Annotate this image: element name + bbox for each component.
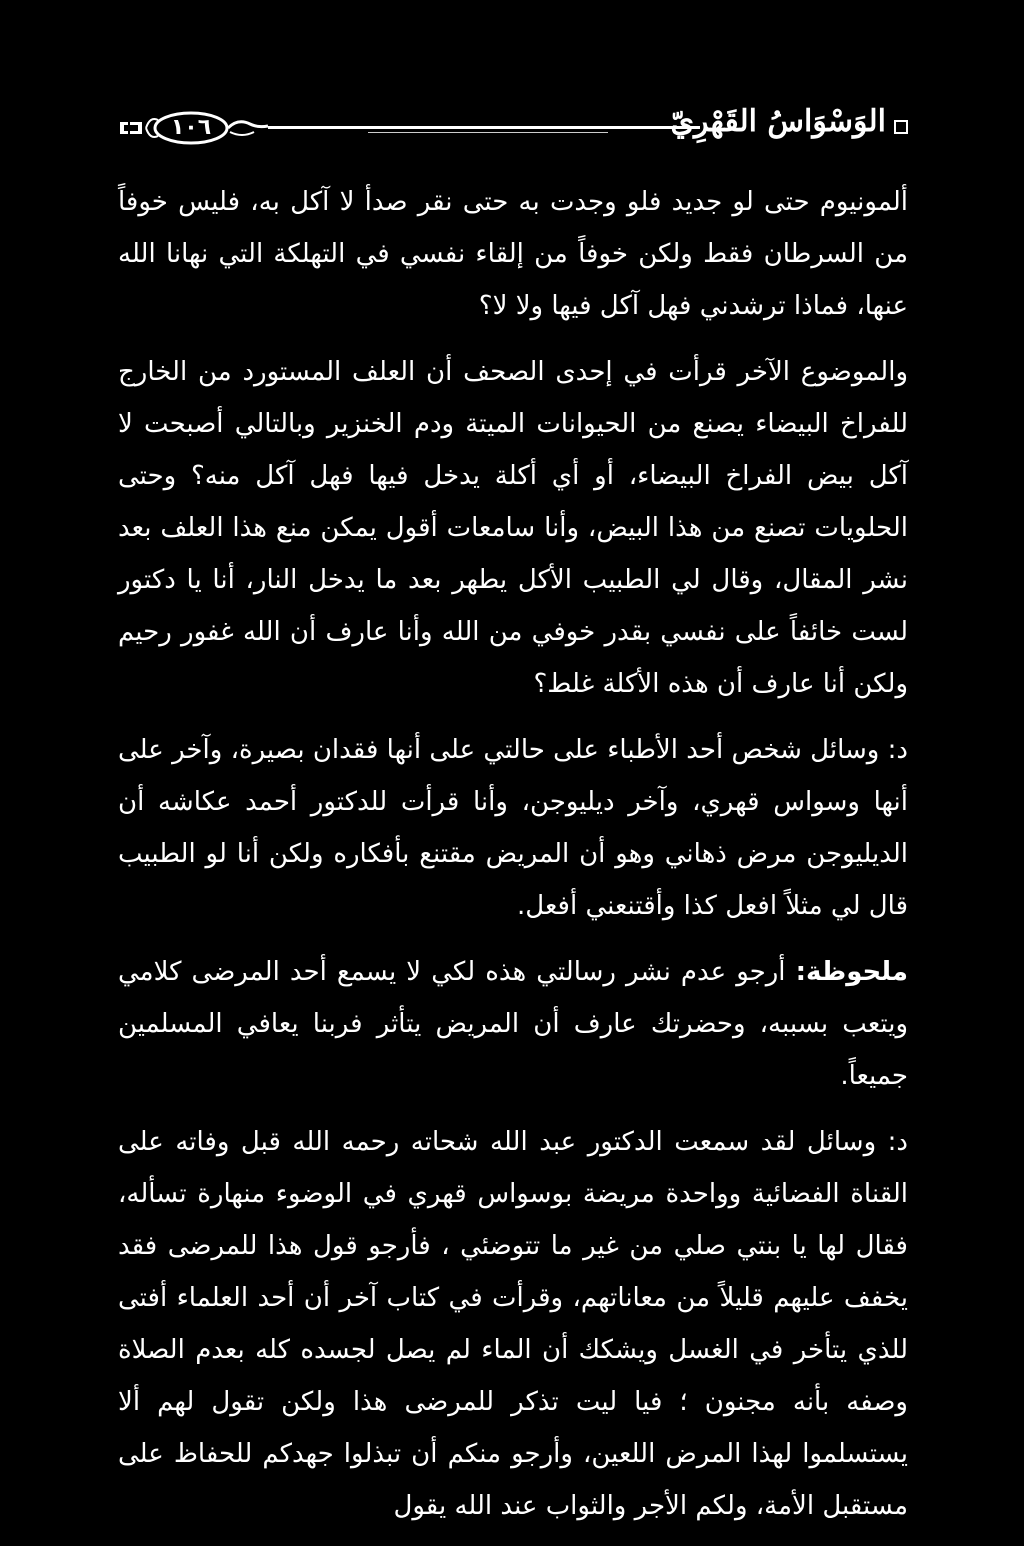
- paragraph-2: والموضوع الآخر قرأت في إحدى الصحف أن العلف المستورد من الخارج للفراخ البيضاء يصنع من الحيوانات الميتة ودم الخنزير وبالتالي أصبحت لا آكل بيض الفراخ البيضاء، أو أي أكلة يدخل فيها فهل آكل منه؟ وحتى الحلويات تصنع من هذا البيض، وأنا سامعات أقول يمكن منع هذا العلف بعد نشر المقال، وقال لي الطبيب الأكل يطهر بعد ما يدخل النار، أنا يا دكتور لست خائفاً على نفسي بقدر خوفي من الله وأنا عارف أن الله غفور رحيم ولكن أنا عارف أن هذه الأكلة غلط؟: [118, 357, 908, 699]
- book-title: الوَسْوَاسُ القَهْرِيّ: [670, 104, 886, 139]
- header-rule-secondary: [368, 132, 608, 133]
- header-rule: [268, 126, 700, 129]
- header-mark-icon: [894, 120, 908, 134]
- page-number: ١٠٦: [170, 115, 212, 140]
- note: [118, 946, 908, 1102]
- page-content: [118, 176, 908, 1546]
- note-text: أرجو عدم نشر رسالتي هذه لكي لا يسمع أحد المرضى كلامي ويتعب بسببه، وحضرتك عارف أن المريض يتأثر فربنا يعافي المسلمين جميعاً.: [118, 957, 908, 1091]
- paragraph-1: ألمونيوم حتى لو جديد فلو وجدت به حتى نقر صدأ لا آكل به، فليس خوفاً من السرطان فقط ولكن خوفاً من إلقاء نفسي في التهلكة التي نهانا الله عنها، فماذا ترشدني فهل آكل فيها ولا لا؟: [118, 187, 908, 321]
- note-label: ملحوظة:: [795, 957, 908, 987]
- page-header: [118, 96, 908, 160]
- paragraph-4: د: وسائل لقد سمعت الدكتور عبد الله شحاته رحمه الله قبل وفاته على القناة الفضائية وواحدة مريضة بوسواس قهري في الوضوء منهارة تسأله، فقال لها يا بنتي صلي من غير ما تتوضئي ، فأرجو قول هذا للمرضى فقد يخفف عليهم قليلاً من معاناتهم، وقرأت في كتاب آخر أن أحد العلماء أفتى للذي يتأخر في الغسل ويشكك أن الماء لم يصل لجسده كله بعدم الصلاة وصفه بأنه مجنون ؛ فيا ليت تذكر للمرضى هذا ولكن تقول لهم ألا يستسلموا لهذا المرض اللعين، وأرجو منكم أن تبذلوا جهدكم للحفاظ على مستقبل الأمة، ولكم الأجر والثواب عند الله يقول: [118, 1127, 908, 1521]
- paragraph-3: د: وسائل شخص أحد الأطباء على حالتي على أنها فقدان بصيرة، وآخر على أنها وسواس قهري، وآخر ديليوجن، وأنا قرأت للدكتور أحمد عكاشه أن الديليوجن مرض ذهاني وهو أن المريض مقتنع بأفكاره ولكن أنا لو الطبيب قال لي مثلاً افعل كذا وأقتنعني أفعل.: [118, 735, 908, 921]
